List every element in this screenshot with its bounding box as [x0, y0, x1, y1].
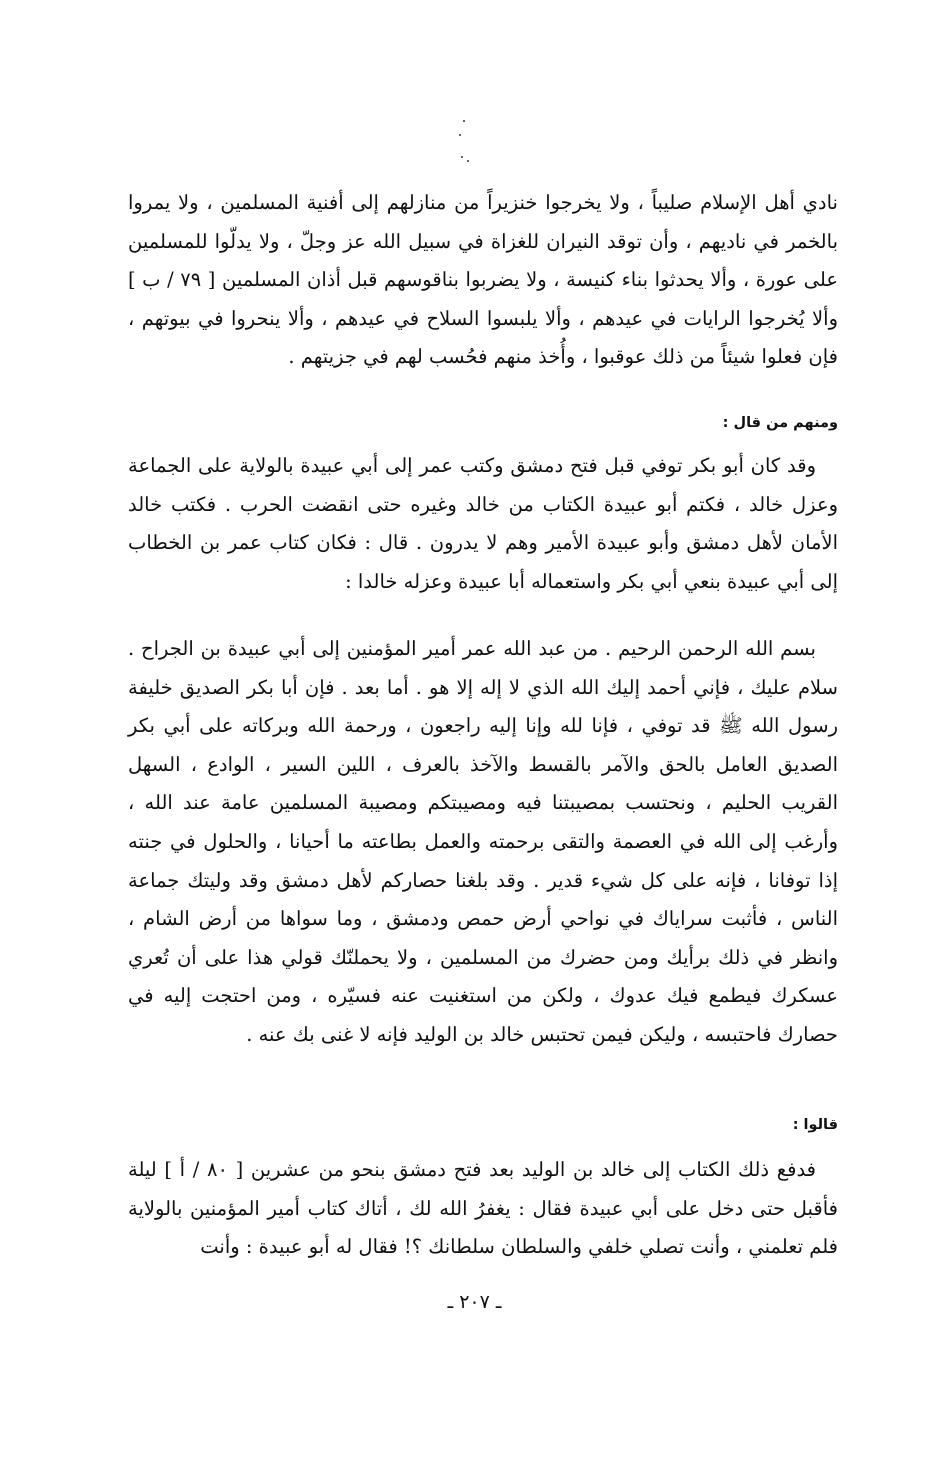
paragraph-3: بسم الله الرحمن الرحيم . من عبد الله عمر أمير المؤمنين إلى أبي عبيدة بن الجراح . سلام عليك ، فإني أحمد إليك الله الذي لا إله إلا هو . أما بعد . فإن أبا بكر الصديق خليفة رسول الله ﷺ قد توفي ، فإنا لله وإنا إليه راجعون ، ورحمة الله وبركاته على أبي بكر الصديق العامل بالحق والآمر بالقسط والآخذ بالعرف ، اللين السير ، الوادع ، السهل القريب الحليم ، ونحتسب بمصيبتنا فيه ومصيبتكم ومصيبة المسلمين عامة عند الله ، وأرغب إلى الله في العصمة والتقى برحمته والعمل بطاعته ما أحيانا ، والحلول في جنته إذا توفانا ، فإنه على كل شيء قدير . وقد بلغنا حصاركم لأهل دمشق وقد وليتك جماعة الناس ، فأثبت سراياك في نواحي أرض حمص ودمشق ، وما سواها من أرض الشام ، وانظر في ذلك برأيك ومن حضرك من المسلمين ، ولا يحملنّك قولي هذا على أن تُعري عسكرك فيطمع فيك عدوك ، ولكن من استغنيت عنه فسيّره ، ومن احتجت إليه في حصارك فاحتبسه ، وليكن فيمن تحتبس خالد بن الوليد فإنه لا غنى بك عنه . [128, 637, 838, 1046]
paragraph-3-block [128, 630, 838, 1055]
paragraph-4: فدفع ذلك الكتاب إلى خالد بن الوليد بعد فتح دمشق بنحو من عشرين [ ٨٠ / أ ] ليلة فأقبل حتى دخل على أبي عبيدة فقال : يغفرُ الله لك ، أتاك كتاب أمير المؤمنين بالولاية فلم تعلمني ، وأنت تصلي خلفي والسلطان سلطانك ؟! فقال له أبو عبيدة : وأنت [128, 1158, 838, 1259]
paragraph-4-block [128, 1151, 838, 1267]
page-number: ـ ٢٠٧ ـ [447, 1291, 502, 1313]
paragraph-1: نادي أهل الإسلام صليباً ، ولا يخرجوا خنزيراً من منازلهم إلى أفنية المسلمين ، ولا يمروا بالخمر في ناديهم ، وأن توقد النيران للغزاة في سبيل الله عز وجلّ ، ولا يدلّوا للمسلمين على عورة ، وألا يحدثوا بناء كنيسة ، ولا يضربوا بناقوسهم قبل أذان المسلمين [ ٧٩ / ب ] وألا يُخرجوا الرايات في عيدهم ، وألا يلبسوا السلاح في عيدهم ، وألا ينحروا في بيوتهم ، فإن فعلوا شيئاً من ذلك عوقبوا ، وأُخذ منهم فحُسب لهم في جزيتهم . [128, 191, 838, 369]
section-heading-2: قالوا : [792, 1117, 838, 1133]
paragraph-2-block [128, 447, 838, 601]
section-heading-1: ومنهم من قال : [722, 415, 838, 431]
paragraph-2: وقد كان أبو بكر توفي قبل فتح دمشق وكتب عمر إلى أبي عبيدة بالولاية على الجماعة وعزل خالد ، فكتم أبو عبيدة الكتاب من خالد وغيره حتى انقضت الحرب . فكتب خالد الأمان لأهل دمشق وأبو عبيدة الأمير وهم لا يدرون . قال : فكان كتاب عمر بن الخطاب إلى أبي عبيدة بنعي أبي بكر واستعماله أبا عبيدة وعزله خالدا : [128, 454, 838, 593]
decorative-dots [455, 120, 475, 165]
paragraph-1-block [128, 184, 838, 377]
